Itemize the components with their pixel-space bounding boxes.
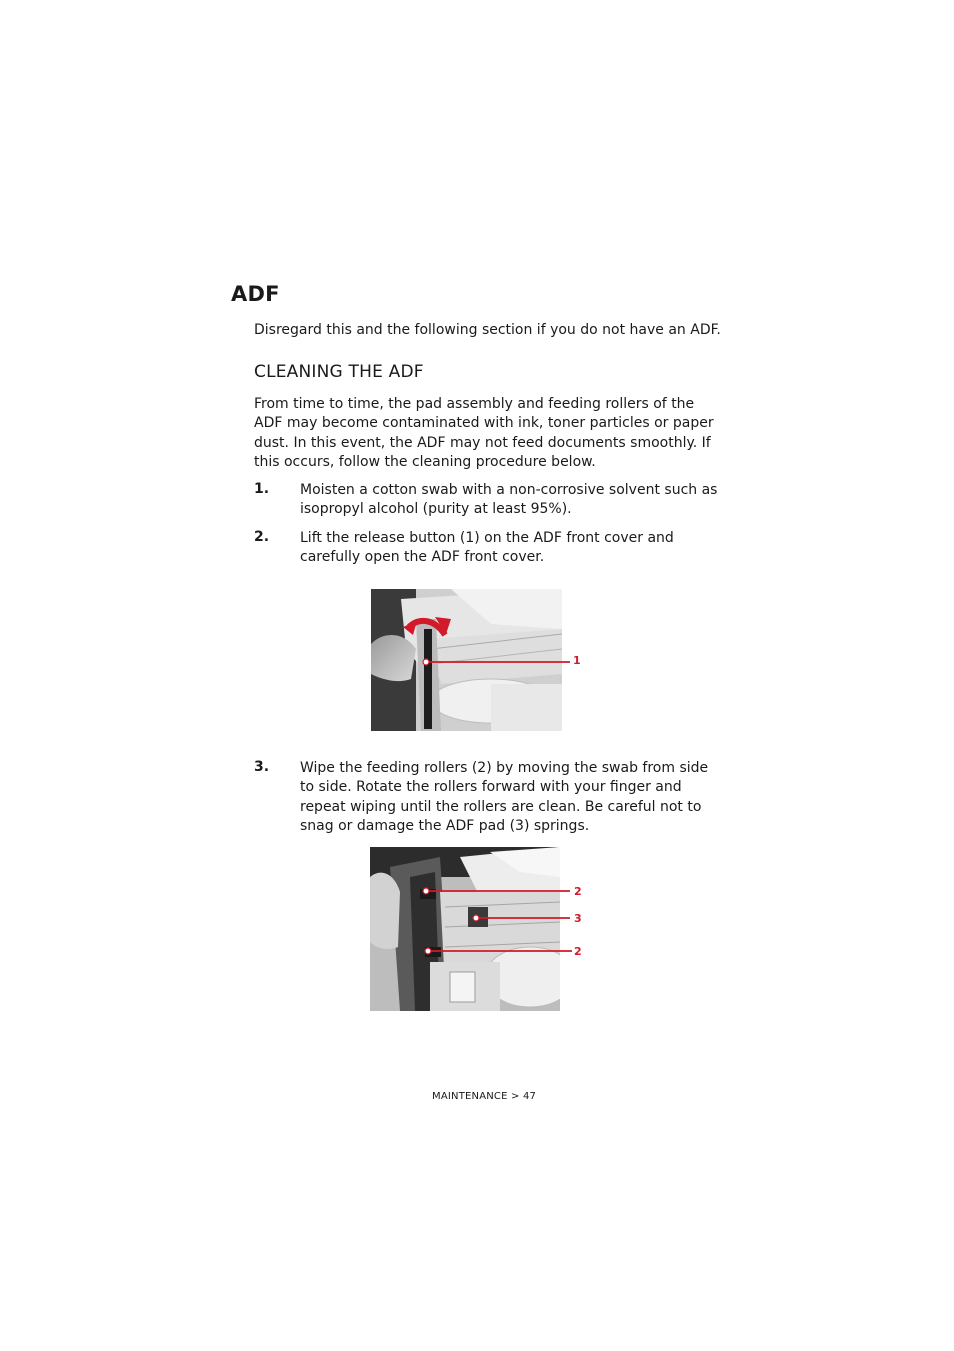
callout-label: 3: [574, 912, 582, 925]
intro-text: Disregard this and the following section if you do not have an ADF.: [254, 322, 721, 338]
adf-rollers-illustration: [370, 847, 560, 1011]
step-text: Wipe the feeding rollers (2) by moving the swab from side to side. Rotate the rollers forward with your finger and repeat wiping until the rollers are clean. Be careful not to snag or damage the ADF pad (3) springs.: [300, 760, 709, 834]
step-text: Lift the release button (1) on the ADF front cover and carefully open the ADF front cover.: [300, 530, 674, 566]
body-paragraph: From time to time, the pad assembly and feeding rollers of the ADF may become contaminated with ink, toner particles or paper dust. In this event, the ADF may not feed documents smoothly. If this occurs, follow the cleaning procedure below.: [254, 396, 714, 470]
page-footer: MAINTENANCE > 47: [432, 1091, 537, 1102]
step-number: 3.: [254, 759, 270, 775]
step-text: Moisten a cotton swab with a non-corrosive solvent such as isopropyl alcohol (purity at least 95%).: [300, 482, 718, 518]
section-heading: CLEANING THE ADF: [254, 362, 424, 382]
adf-rollers-photo: [370, 847, 560, 1011]
callout-2b-leader: [422, 944, 587, 958]
callout-label: 2: [574, 885, 582, 898]
callout-1-leader: [420, 655, 585, 669]
callout-2a-leader: [420, 884, 585, 898]
callout-3-leader: [470, 911, 585, 925]
page-title: ADF: [231, 282, 280, 306]
step-number: 1.: [254, 481, 270, 497]
step-number: 2.: [254, 529, 270, 545]
callout-label: 2: [574, 945, 582, 958]
callout-label: 1: [573, 654, 581, 667]
